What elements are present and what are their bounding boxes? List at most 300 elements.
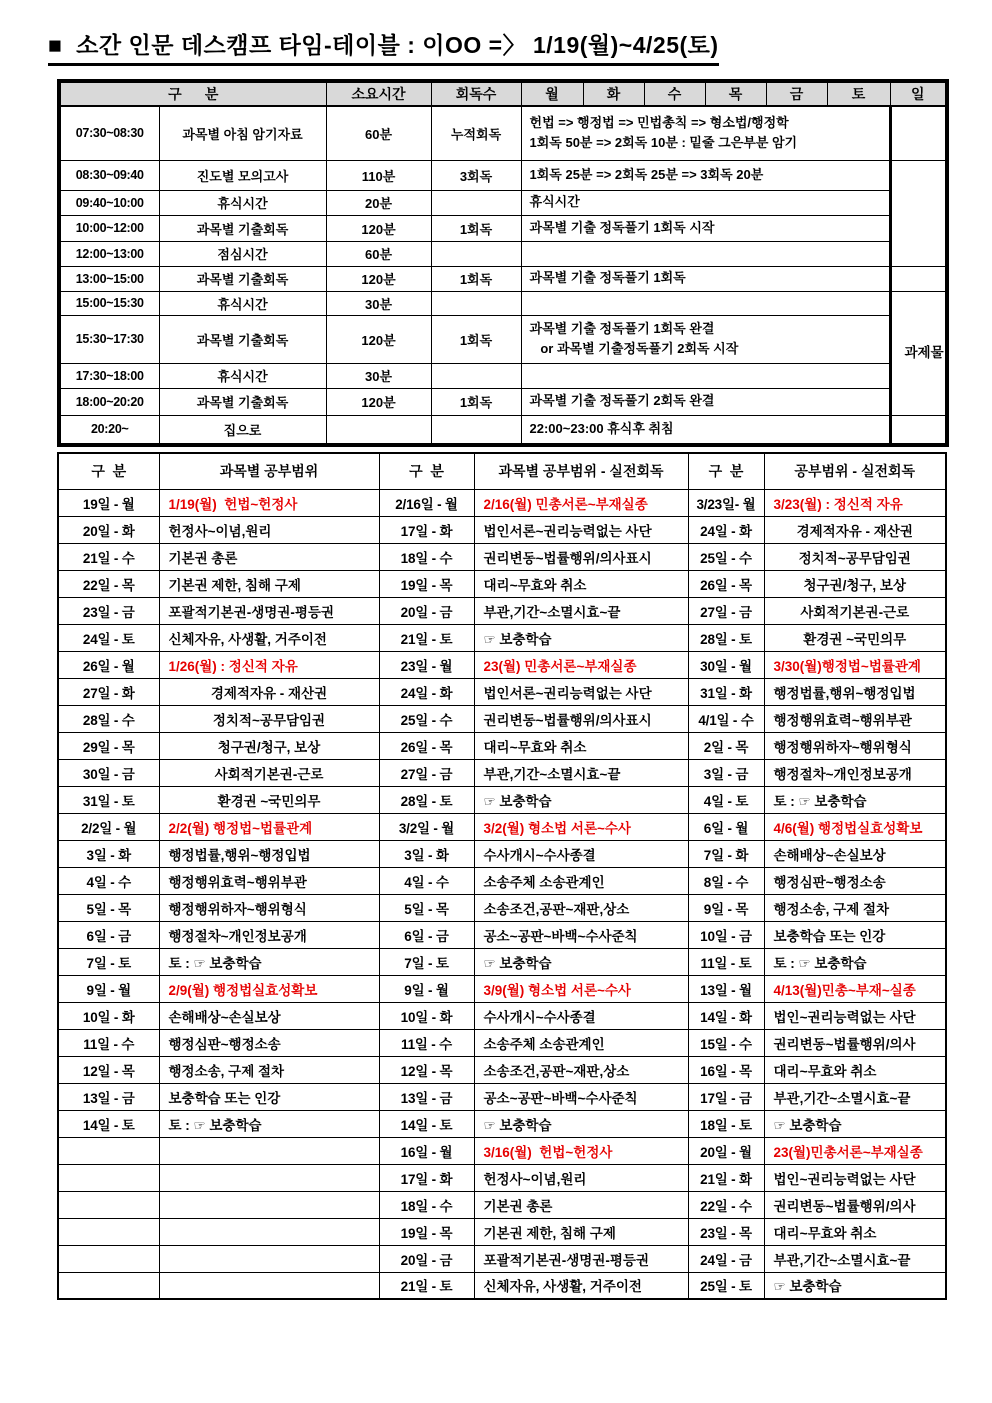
plan-topic-cell: 공소~공판~바백~수사준칙 [474, 921, 688, 948]
plan-topic-cell: 포괄적기본권-생명권-평등권 [474, 1245, 688, 1272]
schedule-readings-cell [431, 363, 521, 388]
plan-date-cell: 8일 - 수 [688, 867, 764, 894]
plan-topic-cell: 손해배상~손실보상 [159, 1002, 379, 1029]
plan-date-cell: 3일 - 금 [688, 759, 764, 786]
schedule-subject-cell: 과목별 기출회독 [159, 315, 326, 363]
schedule-readings-cell: 1회독 [431, 266, 521, 291]
plan-date-cell: 28일 - 토 [688, 624, 764, 651]
schedule-content-line: 과목별 기출 정독풀기 1회독 [529, 270, 686, 286]
schedule-content-line: 휴식시간 [529, 194, 580, 210]
plan-date-cell: 31일 - 토 [58, 786, 159, 813]
plan-topic-cell: 대리~무효와 취소 [474, 732, 688, 759]
plan-header-row [58, 453, 946, 489]
plan-topic-cell: 행정절차~개인정보공개 [764, 759, 946, 786]
schedule-duration-cell: 60분 [326, 106, 431, 160]
plan-topic-cell: 환경권 ~국민의무 [159, 786, 379, 813]
schedule-duration-cell: 120분 [326, 315, 431, 363]
plan-topic-cell: 법인~권리능력없는 사단 [764, 1164, 946, 1191]
plan-date-cell: 13일 - 금 [379, 1083, 474, 1110]
schedule-content-line: 과목별 기출 정독풀기 2회독 완결 [529, 393, 715, 409]
header-day-3: 목 [705, 81, 766, 106]
plan-topic-cell: 보충학습 또는 인강 [764, 921, 946, 948]
schedule-content-cell [521, 266, 890, 291]
schedule-subject-cell: 휴식시간 [159, 291, 326, 315]
plan-date-cell: 26일 - 월 [58, 651, 159, 678]
schedule-row [59, 388, 947, 415]
plan-date-cell: 20일 - 금 [379, 1245, 474, 1272]
schedule-duration-cell: 120분 [326, 215, 431, 241]
plan-date-cell: 21일 - 토 [379, 624, 474, 651]
plan-header-cell-1: 과목별 공부범위 [159, 453, 379, 489]
plan-date-cell: 6일 - 금 [379, 921, 474, 948]
plan-topic-cell [159, 1137, 379, 1164]
plan-date-cell: 5일 - 목 [58, 894, 159, 921]
plan-topic-cell: 신체자유, 사생활, 거주이전 [159, 624, 379, 651]
plan-topic-cell: 청구권/청구, 보상 [159, 732, 379, 759]
plan-topic-cell: 기본권 총론 [159, 543, 379, 570]
plan-row [58, 1245, 946, 1272]
plan-date-cell [58, 1218, 159, 1245]
plan-date-cell: 21일 - 화 [688, 1164, 764, 1191]
plan-topic-cell: 대리~무효와 취소 [764, 1056, 946, 1083]
schedule-readings-cell [431, 190, 521, 215]
plan-topic-cell: 기본권 총론 [474, 1191, 688, 1218]
plan-topic-cell: ☞ 보충학습 [764, 1110, 946, 1137]
schedule-subject-cell: 집으로 [159, 415, 326, 445]
plan-date-cell: 30일 - 금 [58, 759, 159, 786]
plan-topic-cell: 행정행위하자~행위형식 [764, 732, 946, 759]
plan-date-cell: 2/2일 - 월 [58, 813, 159, 840]
schedule-content-line: 과목별 기출 정독풀기 1회독 시작 [529, 219, 715, 235]
plan-date-cell: 28일 - 수 [58, 705, 159, 732]
plan-date-cell: 10일 - 화 [58, 1002, 159, 1029]
plan-topic-cell [159, 1164, 379, 1191]
plan-topic-cell: 1/26(월) : 정신적 자유 [159, 651, 379, 678]
plan-topic-cell: 포괄적기본권-생명권-평등권 [159, 597, 379, 624]
plan-date-cell: 11일 - 수 [58, 1029, 159, 1056]
plan-row [58, 813, 946, 840]
plan-topic-cell: 환경권 ~국민의무 [764, 624, 946, 651]
plan-date-cell: 12일 - 목 [58, 1056, 159, 1083]
schedule-subject-cell: 진도별 모의고사 [159, 160, 326, 190]
plan-date-cell: 4일 - 수 [58, 867, 159, 894]
plan-topic-cell: 소송조건,공판~재판,상소 [474, 894, 688, 921]
schedule-duration-cell [326, 415, 431, 445]
plan-topic-cell: 23(월)민총서론~부재실종 [764, 1137, 946, 1164]
schedule-row [59, 315, 947, 363]
plan-row [58, 624, 946, 651]
schedule-sunday-cell [890, 106, 947, 160]
plan-row [58, 1110, 946, 1137]
plan-date-cell: 6일 - 월 [688, 813, 764, 840]
plan-topic-cell [159, 1245, 379, 1272]
schedule-content-cell [521, 190, 890, 215]
schedule-row [59, 160, 947, 190]
plan-row [58, 1191, 946, 1218]
plan-topic-cell: 행정행위효력~행위부관 [159, 867, 379, 894]
schedule-content-line: 22:00~23:00 휴식후 취침 [529, 421, 674, 437]
plan-date-cell: 26일 - 목 [379, 732, 474, 759]
schedule-subject-cell: 과목별 아침 암기자료 [159, 106, 326, 160]
plan-date-cell: 4/1일 - 수 [688, 705, 764, 732]
plan-date-cell: 27일 - 금 [379, 759, 474, 786]
schedule-readings-cell: 3회독 [431, 160, 521, 190]
plan-date-cell: 21일 - 수 [58, 543, 159, 570]
plan-date-cell: 4일 - 수 [379, 867, 474, 894]
schedule-time-cell: 20:20~ [59, 415, 159, 445]
schedule-content-cell [521, 106, 890, 160]
plan-row [58, 489, 946, 516]
plan-topic-cell: 헌정사~이념,원리 [159, 516, 379, 543]
plan-date-cell: 27일 - 금 [688, 597, 764, 624]
plan-topic-cell: 2/9(월) 행정법실효성확보 [159, 975, 379, 1002]
schedule-subject-cell: 휴식시간 [159, 363, 326, 388]
schedule-header [59, 81, 947, 106]
plan-topic-cell: 행정법률,행위~행정입법 [764, 678, 946, 705]
daily-schedule-table [57, 79, 949, 447]
plan-date-cell: 22일 - 수 [688, 1191, 764, 1218]
plan-date-cell [58, 1191, 159, 1218]
schedule-content-cell [521, 315, 890, 363]
plan-topic-cell [159, 1218, 379, 1245]
plan-topic-cell: 손해배상~손실보상 [764, 840, 946, 867]
plan-date-cell: 2일 - 목 [688, 732, 764, 759]
plan-date-cell: 7일 - 화 [688, 840, 764, 867]
plan-row [58, 1056, 946, 1083]
plan-date-cell: 18일 - 수 [379, 543, 474, 570]
header-day-0: 월 [521, 81, 583, 106]
schedule-readings-cell: 1회독 [431, 215, 521, 241]
plan-date-cell: 24일 - 금 [688, 1245, 764, 1272]
plan-date-cell: 13일 - 금 [58, 1083, 159, 1110]
page-title: ■ 소간 인문 데스캠프 타임-테이블 : 이OO =〉 1/19(월)~4/25(토) [48, 27, 719, 66]
plan-header-cell-0: 구 분 [58, 453, 159, 489]
plan-header-cell-4: 구 분 [688, 453, 764, 489]
header-gubun: 구 분 [59, 81, 326, 106]
plan-topic-cell: 정치적~공무담임권 [764, 543, 946, 570]
plan-topic-cell: 정치적~공무담임권 [159, 705, 379, 732]
plan-row [58, 948, 946, 975]
plan-topic-cell: 토 : ☞ 보충학습 [159, 1110, 379, 1137]
schedule-content-cell [521, 160, 890, 190]
plan-date-cell: 25일 - 토 [688, 1272, 764, 1299]
schedule-duration-cell: 110분 [326, 160, 431, 190]
schedule-time-cell: 10:00~12:00 [59, 215, 159, 241]
plan-topic-cell: 부관,기간~소멸시효~끝 [474, 759, 688, 786]
schedule-content-cell [521, 241, 890, 266]
plan-row [58, 1272, 946, 1299]
plan-topic-cell: 1/19(월) 헌법~헌정사 [159, 489, 379, 516]
plan-topic-cell: 청구권/청구, 보상 [764, 570, 946, 597]
plan-topic-cell: 행정소송, 구제 절차 [764, 894, 946, 921]
plan-topic-cell: 권리변동~법률행위/의사표시 [474, 705, 688, 732]
schedule-row [59, 106, 947, 160]
plan-date-cell: 19일 - 월 [58, 489, 159, 516]
plan-topic-cell: 법인서론~권리능력없는 사단 [474, 516, 688, 543]
schedule-sunday-cell [890, 415, 947, 445]
plan-date-cell: 17일 - 화 [379, 516, 474, 543]
plan-topic-cell: 2/16(월) 민총서론~부재실종 [474, 489, 688, 516]
schedule-content-cell [521, 291, 890, 315]
header-duration: 소요시간 [326, 81, 431, 106]
plan-topic-cell [159, 1191, 379, 1218]
plan-topic-cell: 3/23(월) : 정신적 자유 [764, 489, 946, 516]
plan-date-cell: 9일 - 목 [688, 894, 764, 921]
plan-topic-cell: 대리~무효와 취소 [764, 1218, 946, 1245]
plan-topic-cell: 헌정사~이념,원리 [474, 1164, 688, 1191]
schedule-duration-cell: 120분 [326, 388, 431, 415]
schedule-content-cell [521, 215, 890, 241]
plan-date-cell: 9일 - 월 [379, 975, 474, 1002]
plan-topic-cell: ☞ 보충학습 [474, 786, 688, 813]
schedule-readings-cell [431, 415, 521, 445]
plan-date-cell: 18일 - 수 [379, 1191, 474, 1218]
plan-topic-cell: 사회적기본권-근로 [764, 597, 946, 624]
plan-date-cell: 19일 - 목 [379, 1218, 474, 1245]
plan-date-cell: 9일 - 월 [58, 975, 159, 1002]
plan-date-cell: 23일 - 금 [58, 597, 159, 624]
plan-topic-cell: 소송주체 소송관계인 [474, 1029, 688, 1056]
schedule-subject-cell: 과목별 기출회독 [159, 388, 326, 415]
plan-header-cell-5: 공부범위 - 실전회독 [764, 453, 946, 489]
schedule-content-cell [521, 363, 890, 388]
plan-topic-cell: 부관,기간~소멸시효~끝 [764, 1245, 946, 1272]
plan-topic-cell: 소송조건,공판~재판,상소 [474, 1056, 688, 1083]
schedule-sunday-cell [890, 266, 947, 291]
plan-row [58, 543, 946, 570]
schedule-time-cell: 07:30~08:30 [59, 106, 159, 160]
plan-date-cell: 16일 - 목 [688, 1056, 764, 1083]
plan-topic-cell: 사회적기본권-근로 [159, 759, 379, 786]
plan-topic-cell: 수사개시~수사종결 [474, 840, 688, 867]
schedule-time-cell: 17:30~18:00 [59, 363, 159, 388]
plan-topic-cell: 3/9(월) 형소법 서론~수사 [474, 975, 688, 1002]
schedule-content-line: 헌법 => 행정법 => 민법총칙 => 형소법/행정학 [529, 115, 789, 131]
plan-date-cell: 24일 - 토 [58, 624, 159, 651]
plan-date-cell: 7일 - 토 [58, 948, 159, 975]
plan-topic-cell: 법인서론~권리능력없는 사단 [474, 678, 688, 705]
schedule-time-cell: 13:00~15:00 [59, 266, 159, 291]
plan-row [58, 975, 946, 1002]
plan-topic-cell: ☞ 보충학습 [764, 1272, 946, 1299]
plan-row [58, 840, 946, 867]
schedule-row [59, 291, 947, 315]
plan-row [58, 759, 946, 786]
schedule-readings-cell [431, 241, 521, 266]
plan-row [58, 597, 946, 624]
plan-header [58, 453, 946, 489]
schedule-readings-cell [431, 291, 521, 315]
plan-date-cell: 28일 - 토 [379, 786, 474, 813]
plan-header-cell-3: 과목별 공부범위 - 실전회독 [474, 453, 688, 489]
schedule-row [59, 363, 947, 388]
plan-row [58, 651, 946, 678]
plan-date-cell: 14일 - 토 [379, 1110, 474, 1137]
plan-topic-cell: 2/2(월) 행정법~법률관계 [159, 813, 379, 840]
plan-row [58, 921, 946, 948]
plan-topic-cell: 행정행위하자~행위형식 [159, 894, 379, 921]
schedule-content-cell [521, 388, 890, 415]
plan-row [58, 678, 946, 705]
plan-date-cell [58, 1137, 159, 1164]
plan-date-cell: 22일 - 목 [58, 570, 159, 597]
schedule-time-cell: 09:40~10:00 [59, 190, 159, 215]
plan-date-cell: 17일 - 화 [379, 1164, 474, 1191]
schedule-subject-cell: 휴식시간 [159, 190, 326, 215]
plan-date-cell: 3/23일- 월 [688, 489, 764, 516]
plan-topic-cell: 행정소송, 구제 절차 [159, 1056, 379, 1083]
plan-topic-cell: 행정절차~개인정보공개 [159, 921, 379, 948]
plan-date-cell [58, 1164, 159, 1191]
schedule-time-cell: 15:30~17:30 [59, 315, 159, 363]
plan-topic-cell: 경제적자유 - 재산권 [764, 516, 946, 543]
schedule-body [59, 106, 947, 445]
plan-row [58, 1002, 946, 1029]
schedule-row [59, 415, 947, 445]
plan-date-cell: 17일 - 금 [688, 1083, 764, 1110]
plan-date-cell: 5일 - 목 [379, 894, 474, 921]
plan-date-cell: 3/2일 - 월 [379, 813, 474, 840]
schedule-duration-cell: 20분 [326, 190, 431, 215]
plan-date-cell: 31일 - 화 [688, 678, 764, 705]
plan-date-cell: 24일 - 화 [379, 678, 474, 705]
study-plan-table [57, 452, 947, 1300]
plan-date-cell: 10일 - 화 [379, 1002, 474, 1029]
plan-topic-cell: 토 : ☞ 보충학습 [764, 786, 946, 813]
plan-date-cell: 25일 - 수 [688, 543, 764, 570]
plan-topic-cell: 3/2(월) 형소법 서론~수사 [474, 813, 688, 840]
plan-date-cell: 23일 - 목 [688, 1218, 764, 1245]
plan-date-cell: 7일 - 토 [379, 948, 474, 975]
plan-topic-cell: 경제적자유 - 재산권 [159, 678, 379, 705]
plan-date-cell: 19일 - 목 [379, 570, 474, 597]
plan-date-cell: 11일 - 토 [688, 948, 764, 975]
plan-topic-cell: 수사개시~수사종결 [474, 1002, 688, 1029]
plan-topic-cell: 보충학습 또는 인강 [159, 1083, 379, 1110]
plan-date-cell: 20일 - 화 [58, 516, 159, 543]
schedule-sunday-cell: 과제물 [890, 291, 947, 415]
plan-row [58, 1083, 946, 1110]
schedule-content-line: 1회독 25분 => 2회독 25분 => 3회독 20분 [529, 166, 764, 182]
plan-date-cell: 18일 - 토 [688, 1110, 764, 1137]
plan-topic-cell: 대리~무효와 취소 [474, 570, 688, 597]
schedule-readings-cell: 1회독 [431, 388, 521, 415]
plan-row [58, 1029, 946, 1056]
plan-row [58, 1137, 946, 1164]
plan-date-cell: 10일 - 금 [688, 921, 764, 948]
header-day-6: 일 [890, 81, 947, 106]
plan-topic-cell: 소송주체 소송관계인 [474, 867, 688, 894]
plan-topic-cell: 법인~권리능력없는 사단 [764, 1002, 946, 1029]
plan-row [58, 1218, 946, 1245]
plan-topic-cell: ☞ 보충학습 [474, 1110, 688, 1137]
schedule-time-cell: 18:00~20:20 [59, 388, 159, 415]
header-day-5: 토 [827, 81, 890, 106]
header-day-1: 화 [583, 81, 644, 106]
schedule-readings-cell: 누적회독 [431, 106, 521, 160]
plan-topic-cell: 3/30(월)행정법~법률관계 [764, 651, 946, 678]
header-day-4: 금 [766, 81, 827, 106]
plan-date-cell: 20일 - 금 [379, 597, 474, 624]
plan-topic-cell: 행정법률,행위~행정입법 [159, 840, 379, 867]
plan-date-cell: 25일 - 수 [379, 705, 474, 732]
plan-date-cell: 23일 - 월 [379, 651, 474, 678]
plan-date-cell [58, 1272, 159, 1299]
plan-date-cell: 11일 - 수 [379, 1029, 474, 1056]
plan-row [58, 732, 946, 759]
schedule-content-cell [521, 415, 890, 445]
schedule-time-cell: 12:00~13:00 [59, 241, 159, 266]
plan-date-cell: 29일 - 목 [58, 732, 159, 759]
plan-topic-cell: 행정행위효력~행위부관 [764, 705, 946, 732]
plan-topic-cell: ☞ 보충학습 [474, 948, 688, 975]
plan-topic-cell: 행정심판~행정소송 [764, 867, 946, 894]
plan-date-cell: 16일 - 월 [379, 1137, 474, 1164]
schedule-subject-cell: 과목별 기출회독 [159, 266, 326, 291]
plan-topic-cell: 23(월) 민총서론~부재실종 [474, 651, 688, 678]
plan-date-cell: 12일 - 목 [379, 1056, 474, 1083]
plan-row [58, 516, 946, 543]
plan-row [58, 894, 946, 921]
plan-row [58, 570, 946, 597]
schedule-duration-cell: 60분 [326, 241, 431, 266]
header-day-2: 수 [644, 81, 705, 106]
plan-topic-cell: 토 : ☞ 보충학습 [764, 948, 946, 975]
plan-date-cell: 2/16일 - 월 [379, 489, 474, 516]
plan-date-cell: 4일 - 토 [688, 786, 764, 813]
schedule-time-cell: 15:00~15:30 [59, 291, 159, 315]
schedule-duration-cell: 30분 [326, 291, 431, 315]
schedule-content-line: 1회독 50분 => 2회독 10분 : 밑줄 그은부분 암기 [529, 135, 798, 151]
plan-topic-cell: 권리변동~법률행위/의사표시 [474, 543, 688, 570]
plan-topic-cell: ☞ 보충학습 [474, 624, 688, 651]
plan-date-cell: 21일 - 토 [379, 1272, 474, 1299]
plan-topic-cell: 4/13(월)민총~부재~실종 [764, 975, 946, 1002]
plan-header-cell-2: 구 분 [379, 453, 474, 489]
plan-body [58, 489, 946, 1299]
plan-topic-cell: 공소~공판~바백~수사준칙 [474, 1083, 688, 1110]
schedule-duration-cell: 30분 [326, 363, 431, 388]
plan-topic-cell: 권리변동~법률행위/의사 [764, 1029, 946, 1056]
plan-date-cell: 3일 - 화 [58, 840, 159, 867]
schedule-subject-cell: 과목별 기출회독 [159, 215, 326, 241]
plan-topic-cell: 권리변동~법률행위/의사 [764, 1191, 946, 1218]
schedule-content-line: or 과목별 기출정독풀기 2회독 시작 [529, 341, 739, 356]
header-readings: 회독수 [431, 81, 521, 106]
schedule-time-cell: 08:30~09:40 [59, 160, 159, 190]
plan-topic-cell: 신체자유, 사생활, 거주이전 [474, 1272, 688, 1299]
schedule-sunday-cell [890, 160, 947, 266]
plan-date-cell: 15일 - 수 [688, 1029, 764, 1056]
plan-row [58, 867, 946, 894]
plan-date-cell: 27일 - 화 [58, 678, 159, 705]
plan-topic-cell: 토 : ☞ 보충학습 [159, 948, 379, 975]
plan-date-cell: 3일 - 화 [379, 840, 474, 867]
plan-row [58, 705, 946, 732]
plan-date-cell: 20일 - 월 [688, 1137, 764, 1164]
schedule-duration-cell: 120분 [326, 266, 431, 291]
schedule-content-line: 과목별 기출 정독풀기 1회독 완결 [529, 320, 715, 336]
plan-topic-cell: 부관,기간~소멸시효~끝 [474, 597, 688, 624]
plan-date-cell [58, 1245, 159, 1272]
plan-date-cell: 14일 - 화 [688, 1002, 764, 1029]
plan-date-cell: 30일 - 월 [688, 651, 764, 678]
plan-topic-cell: 3/16(월) 헌법~헌정사 [474, 1137, 688, 1164]
schedule-row [59, 215, 947, 241]
schedule-header-row [59, 81, 947, 106]
schedule-row [59, 241, 947, 266]
plan-topic-cell [159, 1272, 379, 1299]
